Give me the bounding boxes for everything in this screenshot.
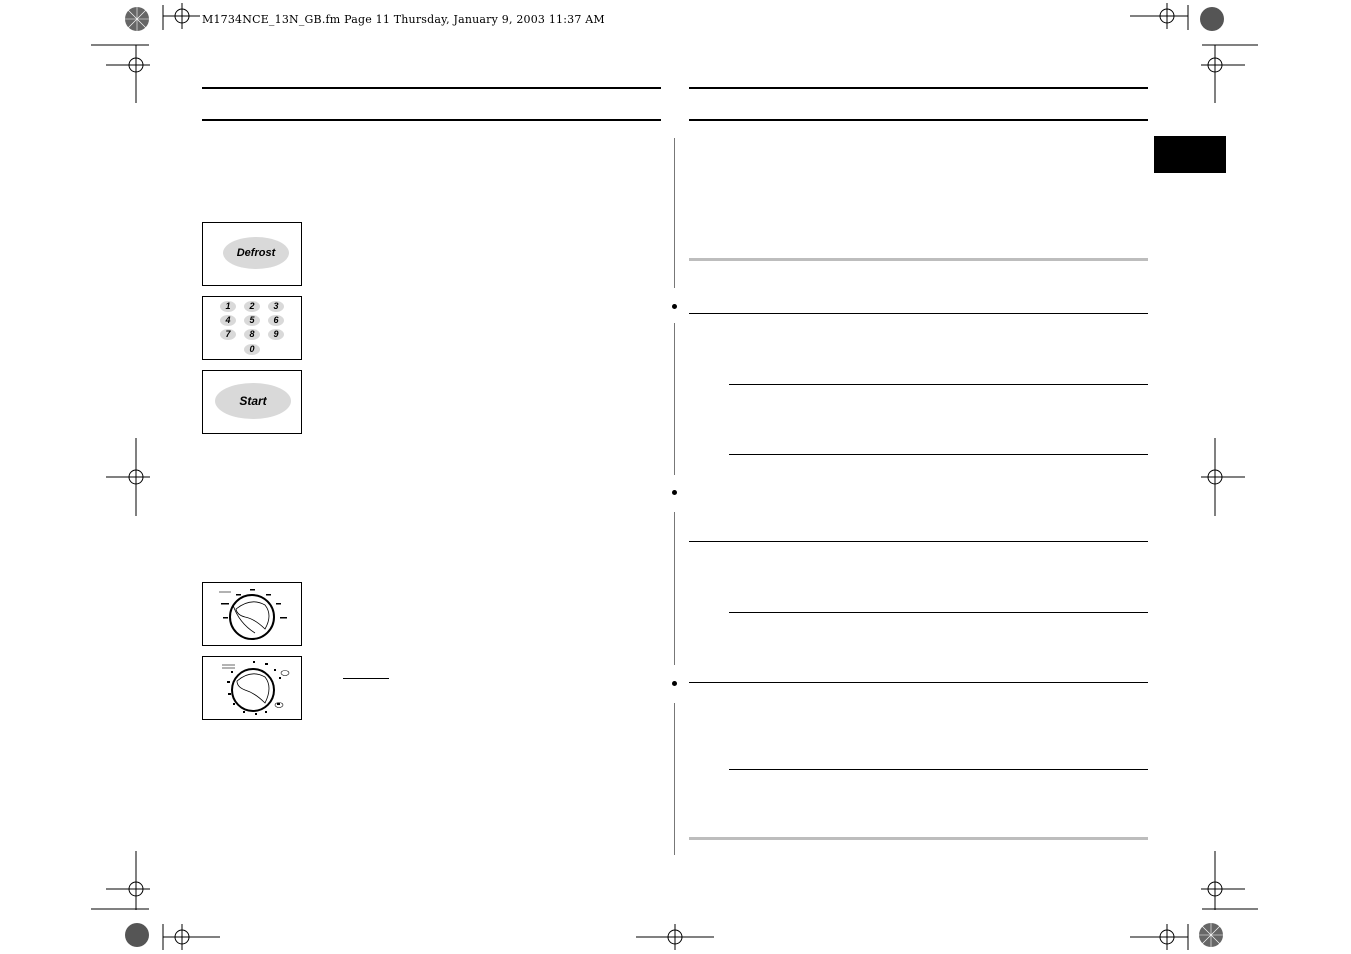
table-rule-1a <box>729 384 1148 385</box>
divider-dot-2 <box>672 490 677 495</box>
timer-dial-illustration <box>202 656 302 720</box>
keypad-key-9: 9 <box>268 329 284 340</box>
right-top-rule <box>689 87 1148 89</box>
divider-dot-3 <box>672 681 677 686</box>
keypad-key-3: 3 <box>268 301 284 312</box>
table-rule-2a <box>729 612 1148 613</box>
keypad-key-8: 8 <box>244 329 260 340</box>
keypad-key-7: 7 <box>220 329 236 340</box>
power-dial-icon <box>203 583 301 645</box>
keypad-key-1: 1 <box>220 301 236 312</box>
keypad-key-5: 5 <box>244 315 260 326</box>
keypad-key-6: 6 <box>268 315 284 326</box>
defrost-button-illustration <box>202 222 302 286</box>
column-divider-3 <box>674 512 675 665</box>
timer-dial-icon <box>203 657 301 719</box>
keypad-key-4: 4 <box>220 315 236 326</box>
section-tab-block <box>1154 136 1226 173</box>
defrost-button-graphic <box>223 237 289 269</box>
table-top-rule <box>689 258 1148 261</box>
defrost-label: Defrost <box>236 247 276 259</box>
divider-dot-1 <box>672 304 677 309</box>
text-underline <box>343 678 389 679</box>
start-button-graphic <box>215 383 291 419</box>
column-divider-4 <box>674 703 675 855</box>
table-rule-2 <box>689 541 1148 542</box>
column-divider-2 <box>674 323 675 475</box>
right-second-rule <box>689 119 1148 121</box>
power-dial-illustration <box>202 582 302 646</box>
start-label: Start <box>239 394 267 408</box>
table-bottom-rule <box>689 837 1148 840</box>
table-rule-3a <box>729 769 1148 770</box>
start-button-illustration <box>202 370 302 434</box>
number-keypad-illustration <box>202 296 302 360</box>
left-top-rule <box>202 87 661 89</box>
table-rule-1b <box>729 454 1148 455</box>
keypad-grid <box>203 297 301 359</box>
column-divider-1 <box>674 138 675 288</box>
left-second-rule <box>202 119 661 121</box>
keypad-key-2: 2 <box>244 301 260 312</box>
table-rule-3 <box>689 682 1148 683</box>
keypad-key-0: 0 <box>244 344 260 355</box>
file-info-header: M1734NCE_13N_GB.fm Page 11 Thursday, January 9, 2003 11:37 AM <box>202 13 605 26</box>
table-rule-1 <box>689 313 1148 314</box>
